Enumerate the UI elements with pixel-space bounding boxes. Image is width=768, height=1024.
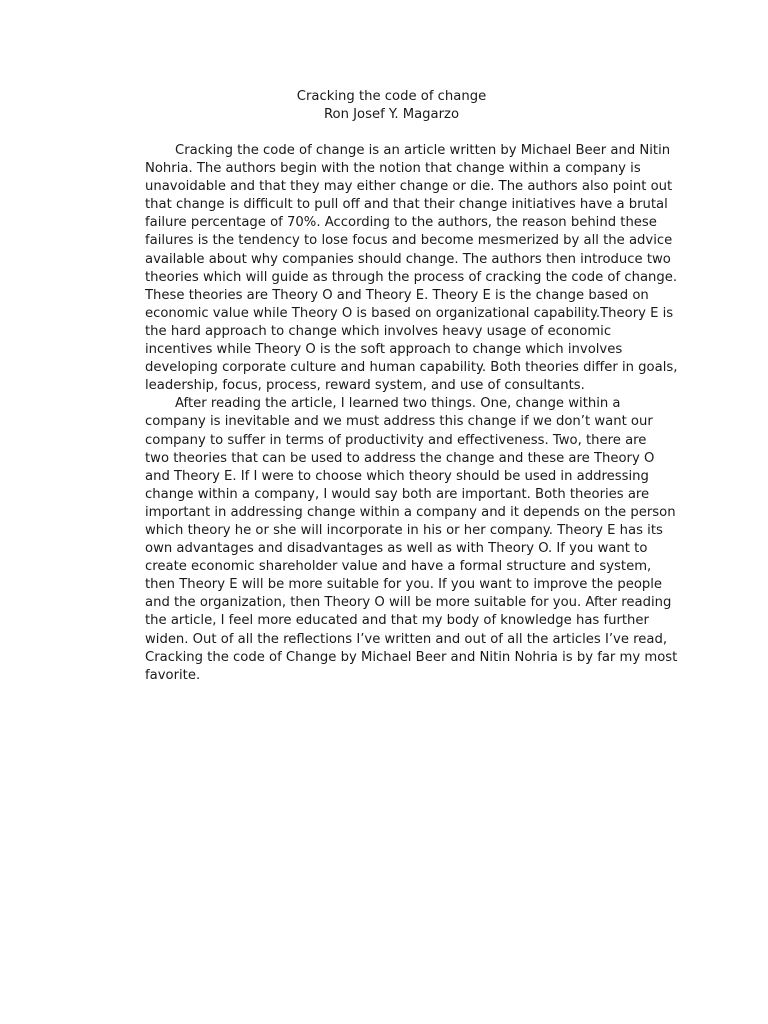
text-line: developing corporate culture and human capability. Both theories differ in goals, xyxy=(145,360,678,376)
text-line: theories which will guide as through the process of cracking the code of change. xyxy=(145,269,678,285)
text-line: failures is the tendency to lose focus and become mesmerized by all the advice xyxy=(145,233,673,249)
text-line: change within a company, I would say both are important. Both theories are xyxy=(145,486,650,502)
paragraph-1 xyxy=(115,142,678,395)
text-line: unavoidable and that they may either change or die. The authors also point out xyxy=(145,179,673,195)
text-line: which theory he or she will incorporate in his or her company. Theory E has its xyxy=(145,522,663,538)
text-line: economic value while Theory O is based on organizational capability.Theory E is xyxy=(145,305,674,321)
text-line: company to suffer in terms of productivity and effectiveness. Two, there are xyxy=(145,432,647,448)
text-line: and Theory E. If I were to choose which theory should be used in addressing xyxy=(145,468,649,484)
text-line: own advantages and disadvantages as well as with Theory O. If you want to xyxy=(145,541,648,557)
text-line: These theories are Theory O and Theory E. Theory E is the change based on xyxy=(145,287,649,303)
text-line: incentives while Theory O is the soft approach to change which involves xyxy=(145,342,623,358)
text-line: Nohria. The authors begin with the notion that change within a company is xyxy=(145,161,641,177)
text-line: available about why companies should change. The authors then introduce two xyxy=(145,251,671,267)
text-line: failure percentage of 70%. According to the authors, the reason behind these xyxy=(145,215,657,231)
document-author: Ron Josef Y. Magarzo xyxy=(323,107,460,122)
text-line: the article, I feel more educated and that my body of knowledge has further xyxy=(145,613,649,629)
paragraph-2 xyxy=(115,395,678,685)
text-line: then Theory E will be more suitable for you. If you want to improve the people xyxy=(145,577,663,593)
text-line: create economic shareholder value and have a formal structure and system, xyxy=(145,559,652,575)
text-line: important in addressing change within a company and it depends on the person xyxy=(145,504,676,520)
document-title: Cracking the code of change xyxy=(296,89,487,104)
text-line: Cracking the code of Change by Michael Beer and Nitin Nohria is by far my most xyxy=(145,649,678,665)
text-line: widen. Out of all the reflections I’ve written and out of all the articles I’ve read, xyxy=(145,631,668,647)
text-line: leadership, focus, process, reward system, and use of consultants. xyxy=(145,378,585,394)
title-block xyxy=(123,88,660,124)
text-line: and the organization, then Theory O will be more suitable for you. After reading xyxy=(145,595,672,611)
document-page xyxy=(115,88,678,685)
text-line: After reading the article, I learned two things. One, change within a xyxy=(175,396,621,412)
text-line: that change is difficult to pull off and that their change initiatives have a brutal xyxy=(145,197,668,213)
text-line: Cracking the code of change is an article written by Michael Beer and Nitin xyxy=(175,143,671,158)
text-line: company is inevitable and we must address this change if we don’t want our xyxy=(145,414,653,430)
text-line: the hard approach to change which involves heavy usage of economic xyxy=(145,323,612,339)
text-line: two theories that can be used to address the change and these are Theory O xyxy=(145,450,655,466)
document-body xyxy=(115,142,678,685)
text-line: favorite. xyxy=(145,667,201,683)
